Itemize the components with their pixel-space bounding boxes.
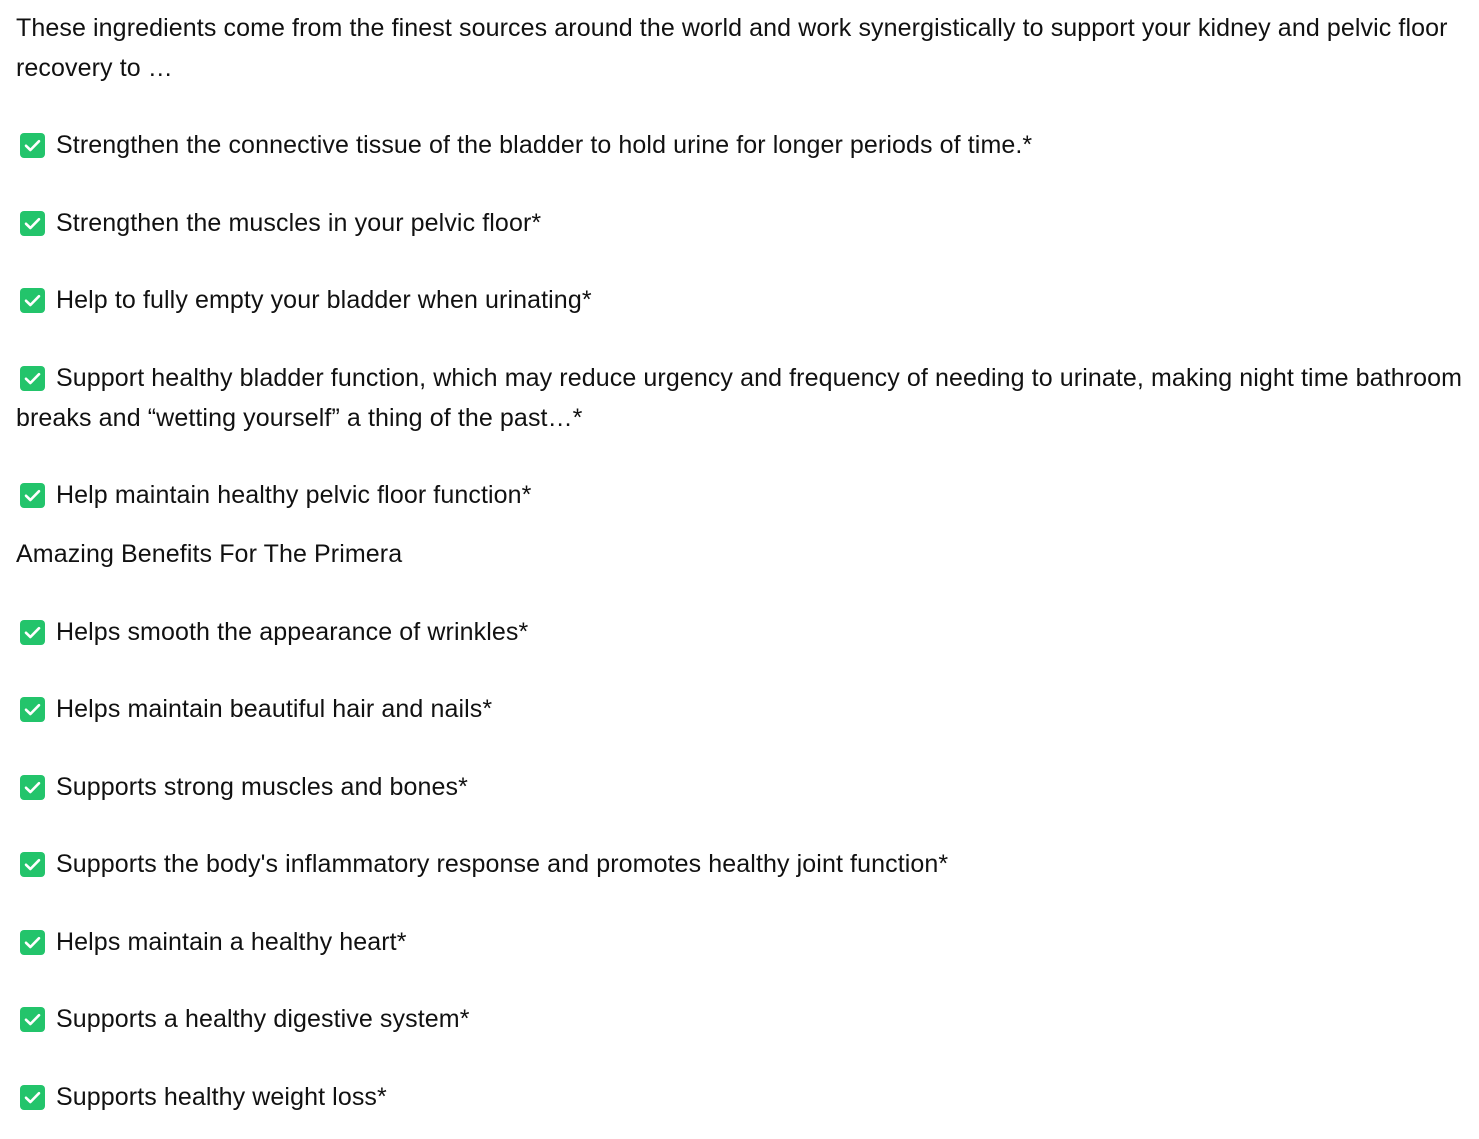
check-box-icon xyxy=(20,288,45,313)
check-box-icon xyxy=(20,620,45,645)
section-heading: Amazing Benefits For The Primera xyxy=(16,540,403,568)
benefit-text: Helps maintain a healthy heart* xyxy=(56,928,407,956)
check-box-icon xyxy=(20,775,45,800)
check-box-icon xyxy=(20,1007,45,1032)
check-box-icon xyxy=(20,852,45,877)
benefit-text: Help to fully empty your bladder when urinating* xyxy=(56,286,592,314)
benefit-item xyxy=(16,844,1463,884)
benefit-text: Strengthen the muscles in your pelvic floor* xyxy=(56,209,542,237)
check-box-icon xyxy=(20,211,45,236)
benefit-item xyxy=(16,767,1463,807)
benefit-item xyxy=(16,203,1463,243)
benefit-text: Supports healthy weight loss* xyxy=(56,1083,387,1111)
benefit-item xyxy=(16,475,1463,515)
check-box-icon xyxy=(20,697,45,722)
benefit-text: Supports strong muscles and bones* xyxy=(56,773,468,801)
benefit-text: Strengthen the connective tissue of the bladder to hold urine for longer periods of time.* xyxy=(56,131,1033,159)
benefit-item xyxy=(16,1077,1463,1117)
check-box-icon xyxy=(20,133,45,158)
check-box-icon xyxy=(20,1085,45,1110)
benefit-item xyxy=(16,922,1463,962)
check-box-icon xyxy=(20,483,45,508)
benefit-text: Help maintain healthy pelvic floor function* xyxy=(56,481,532,509)
benefit-text: Helps maintain beautiful hair and nails* xyxy=(56,695,493,723)
benefit-item xyxy=(16,612,1463,652)
benefit-text: Helps smooth the appearance of wrinkles* xyxy=(56,618,529,646)
benefit-text: Supports the body's inflammatory response and promotes healthy joint function* xyxy=(56,850,949,878)
check-box-icon xyxy=(20,366,45,391)
benefit-text: Support healthy bladder function, which may reduce urgency and frequency of needing to urinate, making night time bathroom breaks and “wetting yourself” a thing of the past…* xyxy=(16,364,1463,432)
benefit-text: Supports a healthy digestive system* xyxy=(56,1005,470,1033)
benefit-item xyxy=(16,125,1463,165)
benefit-item xyxy=(16,689,1463,729)
intro-paragraph: These ingredients come from the finest sources around the world and work synergistically to support your kidney and pelvic floor recovery to … xyxy=(16,14,1448,82)
benefit-item xyxy=(16,280,1463,320)
benefit-item xyxy=(16,999,1463,1039)
check-box-icon xyxy=(20,930,45,955)
benefit-item xyxy=(16,358,1463,438)
